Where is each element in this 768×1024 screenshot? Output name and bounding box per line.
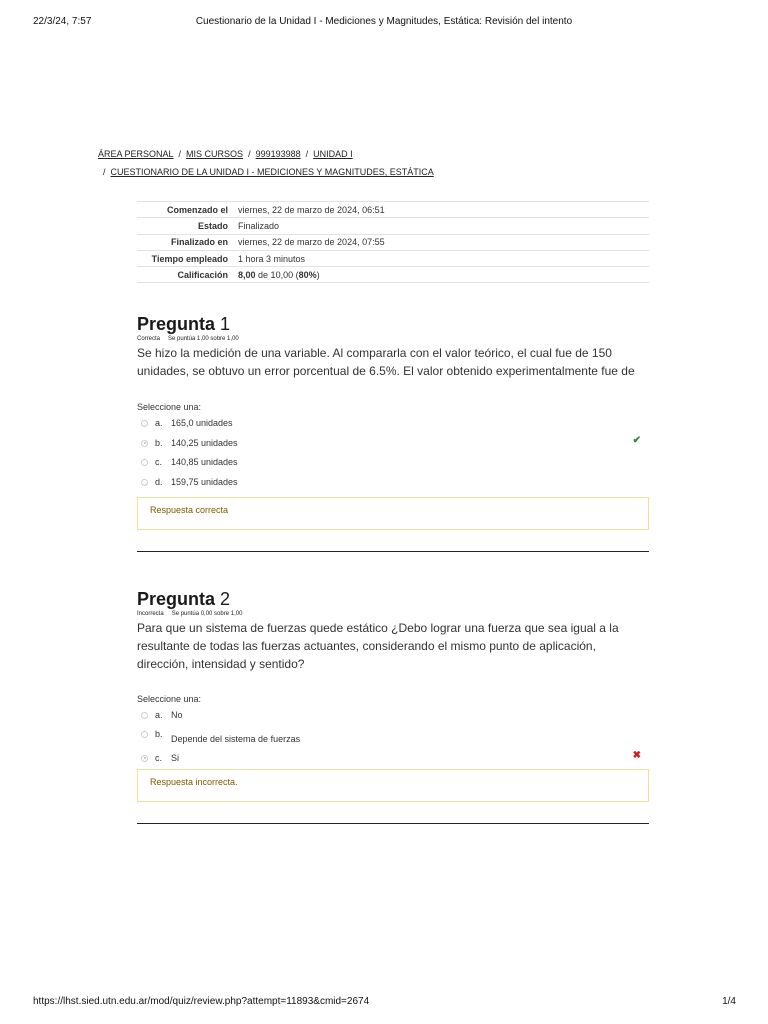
radio-button[interactable] [141, 420, 148, 427]
feedback-text: Respuesta incorrecta. [150, 777, 238, 787]
print-date: 22/3/24, 7:57 [33, 16, 92, 27]
question-divider [137, 551, 649, 552]
summary-row [137, 250, 649, 266]
radio-button-selected[interactable] [141, 440, 148, 447]
print-title: Cuestionario de la Unidad I - Mediciones y Magnitudes, Estática: Revisión del intento [195, 16, 573, 27]
answer-option-c[interactable] [137, 457, 238, 467]
breadcrumb-quiz[interactable]: CUESTIONARIO DE LA UNIDAD I - MEDICIONES Y MAGNITUDES, ESTÁTICA [110, 167, 434, 177]
breadcrumb-separator: / [103, 167, 106, 177]
radio-button[interactable] [141, 479, 148, 486]
question-title [137, 589, 649, 610]
answer-option-a[interactable] [137, 710, 183, 720]
question-state: Correcta [137, 336, 161, 342]
answer-option-a[interactable] [137, 418, 233, 428]
feedback-text: Respuesta correcta [150, 505, 229, 515]
option-letter: a. [155, 710, 163, 720]
option-label: 165,0 unidades [171, 418, 233, 428]
breadcrumb-separator: / [248, 149, 251, 159]
feedback-box [137, 769, 649, 802]
summary-label: Calificación [137, 267, 233, 283]
breadcrumb-mis-cursos[interactable]: MIS CURSOS [186, 149, 244, 159]
summary-label: Estado [137, 218, 233, 234]
option-letter: a. [155, 418, 163, 428]
attempt-summary-table [137, 201, 649, 283]
feedback-box [137, 497, 649, 530]
grade-close: ) [316, 269, 320, 280]
summary-row-grade [137, 267, 649, 283]
option-letter: b. [155, 438, 163, 448]
option-label: 140,25 unidades [171, 438, 238, 448]
question-state: Incorrecta [137, 611, 164, 617]
question-1 [137, 314, 649, 515]
breadcrumb-course[interactable]: 999193988 [255, 149, 301, 159]
radio-button-selected[interactable] [141, 755, 148, 762]
question-divider [137, 823, 649, 824]
answer-option-c[interactable] [137, 753, 179, 763]
summary-row [137, 234, 649, 250]
option-letter: d. [155, 477, 163, 487]
option-letter: b. [155, 729, 163, 739]
answer-option-b[interactable] [137, 729, 300, 744]
option-letter: c. [155, 753, 163, 763]
question-word: Pregunta [137, 314, 216, 334]
summary-value: viernes, 22 de marzo de 2024, 07:55 [233, 234, 649, 250]
question-text: Se hizo la medición de una variable. Al compararla con el valor teórico, el cual fue de 150 unidades, se obtuvo un error porcentual de 6.5%. El valor obtenido experimentalmente fue de [137, 346, 635, 378]
summary-row [137, 218, 649, 234]
check-icon: ✔ [632, 435, 641, 446]
summary-label: Tiempo empleado [137, 250, 233, 266]
option-label: No [171, 710, 183, 720]
grade-of: de 10,00 ( [258, 269, 299, 280]
select-prompt: Seleccione una: [137, 694, 202, 704]
breadcrumb-separator: / [305, 149, 309, 159]
breadcrumb-line-2 [103, 167, 434, 177]
question-2 [137, 589, 649, 787]
print-url: https://lhst.sied.utn.edu.ar/mod/quiz/review.php?attempt=11893&cmid=2674 [33, 996, 370, 1007]
print-page-number: 1/4 [722, 996, 736, 1007]
question-points: Se puntúa 1,00 sobre 1,00 [168, 336, 239, 342]
grade-percent: 80% [298, 269, 317, 280]
select-prompt: Seleccione una: [137, 402, 202, 412]
question-title [137, 314, 649, 335]
question-points: Se puntúa 0,00 sobre 1,00 [171, 611, 243, 617]
question-word: Pregunta [137, 589, 216, 609]
question-info [137, 611, 649, 617]
summary-row [137, 202, 649, 218]
breadcrumb-area-personal[interactable]: ÁREA PERSONAL [98, 149, 174, 159]
breadcrumb [98, 149, 353, 159]
answer-option-b[interactable] [137, 438, 238, 448]
breadcrumb-unidad[interactable]: UNIDAD I [313, 149, 353, 159]
answer-option-d[interactable] [137, 477, 238, 487]
grade-value [233, 267, 649, 283]
question-number: 2 [220, 589, 231, 609]
summary-label: Comenzado el [137, 202, 233, 218]
option-label: Si [171, 753, 180, 763]
breadcrumb-separator: / [178, 149, 182, 159]
option-letter: c. [155, 457, 163, 467]
summary-value: 1 hora 3 minutos [233, 250, 649, 266]
cross-icon: ✖ [632, 750, 641, 761]
question-text: Para que un sistema de fuerzas quede estático ¿Debo lograr una fuerza que sea igual a la resultante de todas las fuerzas actuantes, considerando el mismo punto de aplicación, dirección, intensidad y sentido? [137, 621, 619, 671]
summary-value: Finalizado [233, 218, 649, 234]
option-label: 140,85 unidades [171, 457, 238, 467]
radio-button[interactable] [141, 712, 148, 719]
option-label: Depende del sistema de fuerzas [171, 734, 301, 744]
question-info [137, 336, 649, 342]
question-number: 1 [220, 314, 231, 334]
option-label: 159,75 unidades [171, 477, 238, 487]
radio-button[interactable] [141, 731, 148, 738]
radio-button[interactable] [141, 459, 148, 466]
summary-label: Finalizado en [137, 234, 233, 250]
summary-value: viernes, 22 de marzo de 2024, 06:51 [233, 202, 649, 218]
grade-score: 8,00 [238, 269, 256, 280]
